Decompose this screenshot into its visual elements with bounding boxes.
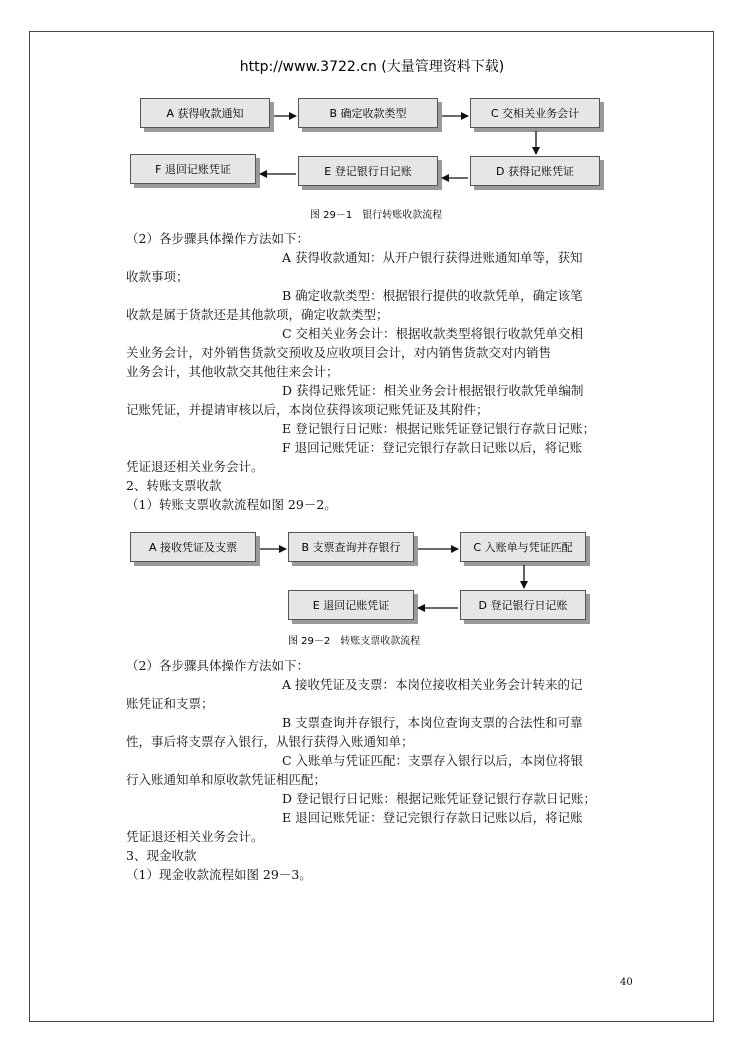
sec1-step-d-line1: D 获得记账凭证：相关业务会计根据银行收款凭单编制 xyxy=(282,383,584,398)
flow2-box-b: B 支票查询并存银行 xyxy=(288,532,414,562)
section3-heading: 3、现金收款 xyxy=(126,848,197,863)
flow2-box-c: C 入账单与凭证匹配 xyxy=(460,532,586,562)
sec1-step-c-line1: C 交相关业务会计：根据收款类型将银行收款凭单交相 xyxy=(282,326,584,341)
sec2-step-a-line2: 账凭证和支票； xyxy=(126,696,214,711)
sec1-step-c-line2: 关业务会计，对外销售货款交预收及应收项目会计，对内销售货款交对内销售 xyxy=(126,345,552,360)
flow1-box-c: C 交相关业务会计 xyxy=(470,98,600,128)
sec1-step-b-line2: 收款是属于货款还是其他款项，确定收款类型； xyxy=(126,307,389,322)
sec2-step-c-line2: 行入账通知单和原收款凭证相匹配； xyxy=(126,772,327,787)
sec1-step-c-line3: 业务会计，其他收款交其他往来会计； xyxy=(126,364,339,379)
sec2-step-e-line2: 凭证退还相关业务会计。 xyxy=(126,829,264,844)
sec1-step-f-line1: F 退回记账凭证：登记完银行存款日记账以后，将记账 xyxy=(282,440,583,455)
flow2-box-d: D 登记银行日记账 xyxy=(460,590,586,620)
section2-heading: 2、转账支票收款 xyxy=(126,478,222,493)
page-header: http://www.3722.cn (大量管理资料下载) xyxy=(239,59,505,75)
sec1-step-e-line1: E 登记银行日记账：根据记账凭证登记银行存款日记账； xyxy=(282,421,596,436)
page-number: 40 xyxy=(620,977,633,988)
sec2-step-b-line2: 性，事后将支票存入银行，从银行获得入账通知单； xyxy=(126,734,414,749)
sec1-intro: （2）各步骤具体操作方法如下： xyxy=(126,231,309,246)
sec2-step-d-line1: D 登记银行日记账：根据记账凭证登记银行存款日记账； xyxy=(282,791,596,806)
sec1-step-d-line2: 记账凭证，并提请审核以后，本岗位获得该项记账凭证及其附件； xyxy=(126,402,489,417)
sec2-step-c-line1: C 入账单与凭证匹配：支票存入银行以后，本岗位将银 xyxy=(282,753,584,768)
flow1-box-d: D 获得记账凭证 xyxy=(470,156,600,186)
flow1-box-e: E 登记银行日记账 xyxy=(298,156,438,186)
sec2-step-a-line1: A 接收凭证及支票：本岗位接收相关业务会计转来的记 xyxy=(282,677,583,692)
sec1-step-a-line1: A 获得收款通知：从开户银行获得进账通知单等，获知 xyxy=(282,250,583,265)
flow1-box-b: B 确定收款类型 xyxy=(298,98,438,128)
figure2-caption: 图 29－2 转账支票收款流程 xyxy=(288,636,421,647)
section2-subheading: （1）转账支票收款流程如图 29－2。 xyxy=(126,497,337,512)
flow1-box-f: F 退回记账凭证 xyxy=(130,154,256,184)
sec1-step-a-line2: 收款事项； xyxy=(126,269,189,284)
sec2-step-e-line1: E 退回记账凭证：登记完银行存款日记账以后，将记账 xyxy=(282,810,583,825)
sec2-intro: （2）各步骤具体操作方法如下： xyxy=(126,658,309,673)
sec1-step-b-line1: B 确定收款类型：根据银行提供的收款凭单，确定该笔 xyxy=(282,288,583,303)
sec1-step-f-line2: 凭证退还相关业务会计。 xyxy=(126,459,264,474)
sec2-step-b-line1: B 支票查询并存银行，本岗位查询支票的合法性和可靠 xyxy=(282,715,583,730)
flow2-box-e: E 退回记账凭证 xyxy=(288,590,414,620)
flow2-box-a: A 接收凭证及支票 xyxy=(130,532,256,562)
flow1-box-a: A 获得收款通知 xyxy=(140,98,270,128)
section3-subheading: （1）现金收款流程如图 29－3。 xyxy=(126,867,312,882)
figure1-caption: 图 29－1 银行转账收款流程 xyxy=(310,210,443,221)
